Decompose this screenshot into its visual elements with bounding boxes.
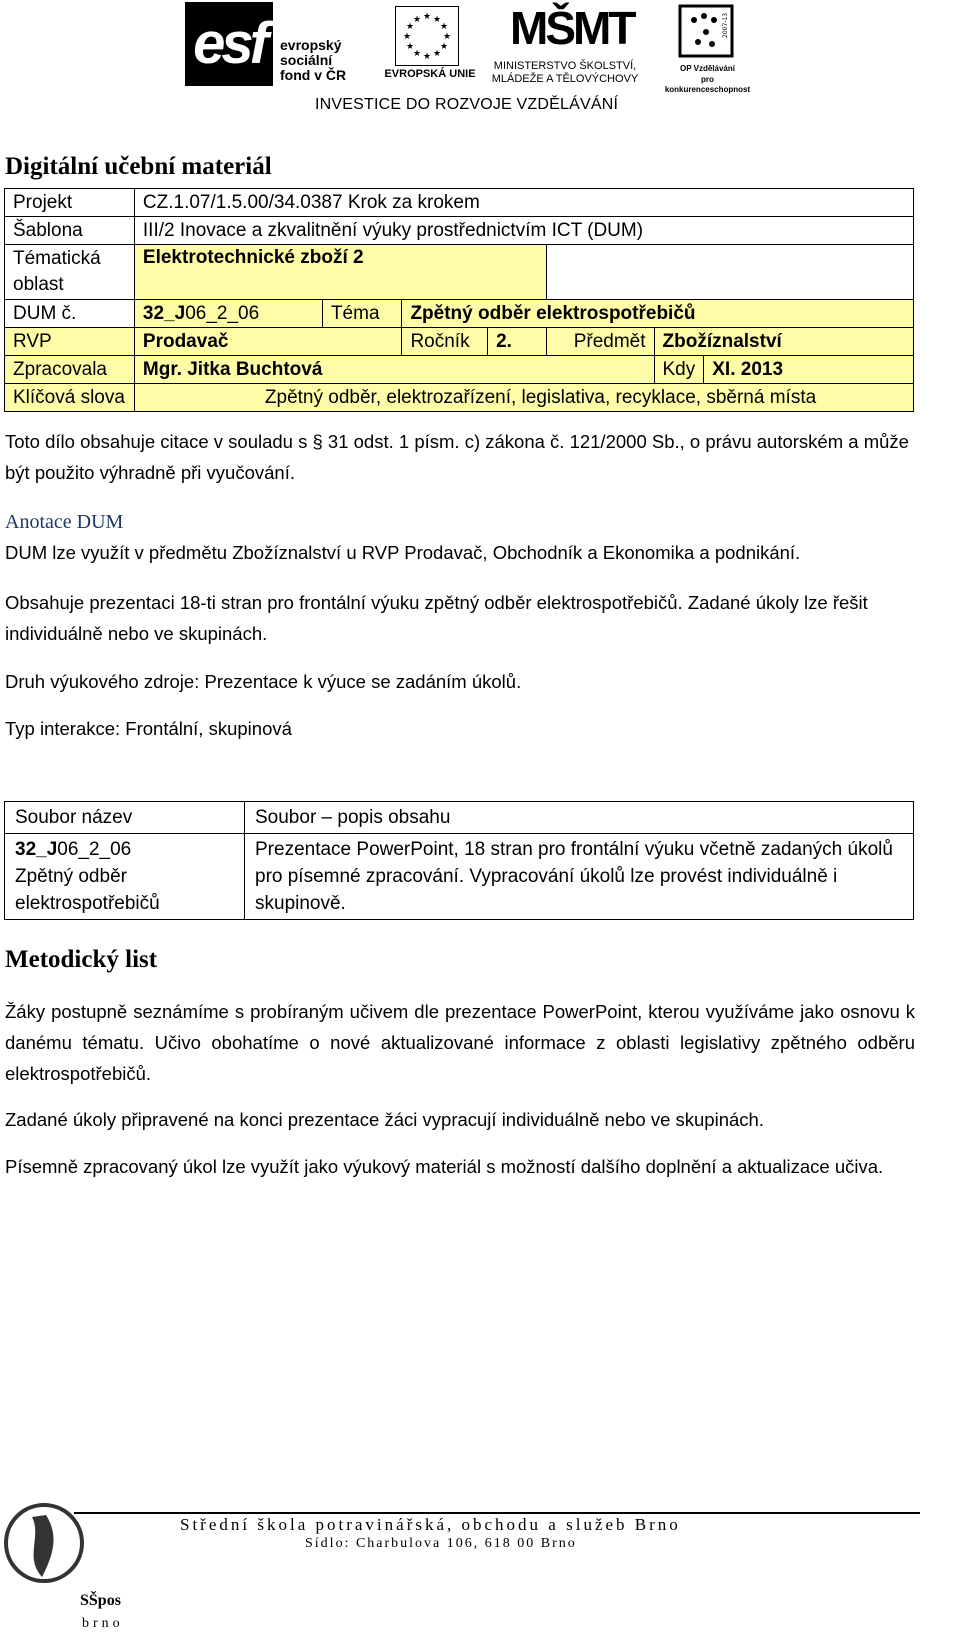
row-projekt (5, 189, 914, 217)
svg-text:★: ★ (405, 22, 415, 32)
metodicky-paragraph-1: Žáky postupně seznámíme s probíraným učivem dle prezentace PowerPoint, kterou využíváme jako osnovu k danému tématu. Učivo obohatíme o nové aktualizované informace z oblasti legislativy zpětného odběru elektrospotřebičů. (5, 1001, 915, 1084)
files-table (4, 801, 914, 920)
value-zpracovala: Mgr. Jitka Buchtová (134, 356, 654, 384)
row-rvp (5, 328, 914, 356)
school-logo-icon (2, 1497, 122, 1637)
files-col-desc-header: Soubor – popis obsahu (245, 802, 914, 834)
label-zpracovala: Zpracovala (5, 356, 135, 384)
svg-text:★: ★ (439, 42, 449, 52)
interaction-type: Typ interakce: Frontální, skupinová (5, 718, 292, 739)
school-logo (2, 1497, 122, 1637)
value-rocnik: 2. (488, 328, 547, 356)
row-klicova (5, 384, 914, 412)
school-logo-text: SŠpos (80, 1592, 121, 1609)
msmt-mark: MŠMT (510, 2, 634, 54)
value-oblast: Elektrotechnické zboží 2 (134, 245, 546, 300)
row-oblast (5, 245, 914, 300)
label-kdy: Kdy (654, 356, 704, 384)
esf-mark: esf (185, 2, 273, 86)
files-row (5, 834, 914, 920)
row-dum (5, 300, 914, 328)
label-rvp: RVP (5, 328, 135, 356)
label-klicova: Klíčová slova (5, 384, 135, 412)
eu-logo (380, 6, 480, 86)
value-tema: Zpětný odběr elektrospotřebičů (402, 300, 914, 328)
footer-address: Sídlo: Charbulova 106, 618 00 Brno (305, 1536, 577, 1551)
svg-text:★: ★ (439, 22, 449, 32)
svg-text:★: ★ (432, 49, 442, 59)
esf-text: evropský sociální fond v ČR (280, 37, 347, 83)
value-kdy: XI. 2013 (704, 356, 914, 384)
svg-text:★: ★ (412, 15, 422, 25)
metadata-table (4, 188, 914, 412)
eu-caption: EVROPSKÁ UNIE (384, 68, 476, 80)
slogan: INVESTICE DO ROZVOJE VZDĚLÁVÁNÍ (315, 96, 619, 113)
header-logos (180, 0, 790, 120)
metodicky-heading: Metodický list (5, 946, 158, 973)
file-name: 32_J06_2_06 Zpětný odběr elektrospotřebičů (5, 834, 245, 920)
svg-text:★: ★ (442, 32, 452, 42)
files-col-name-header: Soubor název (5, 802, 245, 834)
eu-flag-icon (395, 6, 459, 66)
row-zpracovala (5, 356, 914, 384)
anotace-heading: Anotace DUM (5, 511, 124, 533)
label-rocnik: Ročník (402, 328, 488, 356)
footer-school-name: Střední škola potravinářská, obchodu a služeb Brno (180, 1515, 681, 1534)
op-badge: 2007-13 (722, 12, 729, 38)
footer-divider (74, 1512, 920, 1514)
value-rvp: Prodavač (134, 328, 402, 356)
metodicky-paragraph-3: Písemně zpracovaný úkol lze využít jako výukový materiál s možností dalšího doplnění a aktualizace učiva. (5, 1156, 884, 1177)
svg-text:★: ★ (412, 49, 422, 59)
value-klicova: Zpětný odběr, elektrozařízení, legislativa, recyklace, sběrná místa (134, 384, 913, 412)
resource-type: Druh výukového zdroje: Prezentace k výuce se zadáním úkolů. (5, 671, 522, 692)
svg-text:★: ★ (402, 32, 412, 42)
anotace-paragraph-2: Obsahuje prezentaci 18-ti stran pro frontální výuku zpětný odběr elektrospotřebičů. Zadané úkoly lze řešit individuálně nebo ve skupinách. (5, 592, 868, 644)
files-header-row (5, 802, 914, 834)
svg-text:★: ★ (405, 42, 415, 52)
value-dum: 32_J06_2_06 (134, 300, 322, 328)
op-mark-icon (678, 4, 734, 58)
label-oblast: Tématická oblast (5, 245, 135, 300)
copyright-note: Toto dílo obsahuje citace v souladu s § 31 odst. 1 písm. c) zákona č. 121/2000 Sb., o právu autorském a může být použito výhradně při vyučování. (5, 431, 909, 483)
school-logo-sub: brno (82, 1616, 122, 1631)
anotace-paragraph-1: DUM lze využít v předmětu Zbožíznalství u RVP Prodavač, Obchodník a Ekonomika a podnikání. (5, 542, 801, 563)
document-title: Digitální učební materiál (5, 153, 272, 180)
op-logo (660, 4, 755, 94)
value-projekt: CZ.1.07/1.5.00/34.0387 Krok za krokem (134, 189, 913, 217)
label-projekt: Projekt (5, 189, 135, 217)
svg-text:★: ★ (432, 15, 442, 25)
value-predmet: Zbožíznalství (654, 328, 914, 356)
file-description: Prezentace PowerPoint, 18 stran pro frontální výuku včetně zadaných úkolů pro písemné zpracování. Vypracování úkolů lze provést individuálně i skupinově. (245, 834, 914, 920)
op-line-1: OP Vzdělávání (680, 64, 735, 73)
svg-text:★: ★ (422, 12, 432, 22)
msmt-logo (490, 0, 640, 90)
msmt-line-2: MLÁDEŽE A TĚLOVÝCHOVY (491, 73, 639, 85)
value-sablona: III/2 Inovace a zkvalitnění výuky prostřednictvím ICT (DUM) (134, 217, 913, 245)
esf-logo (185, 2, 360, 86)
label-tema: Téma (322, 300, 402, 328)
metodicky-paragraph-2: Zadané úkoly připravené na konci prezentace žáci vypracují individuálně nebo ve skupinách. (5, 1109, 764, 1130)
row-sablona (5, 217, 914, 245)
label-dum: DUM č. (5, 300, 135, 328)
msmt-line-1: MINISTERSTVO ŠKOLSTVÍ, (493, 60, 637, 72)
op-line-2: pro konkurenceschopnost (664, 75, 751, 94)
svg-text:★: ★ (422, 52, 432, 62)
label-sablona: Šablona (5, 217, 135, 245)
label-predmet: Předmět (547, 328, 654, 356)
